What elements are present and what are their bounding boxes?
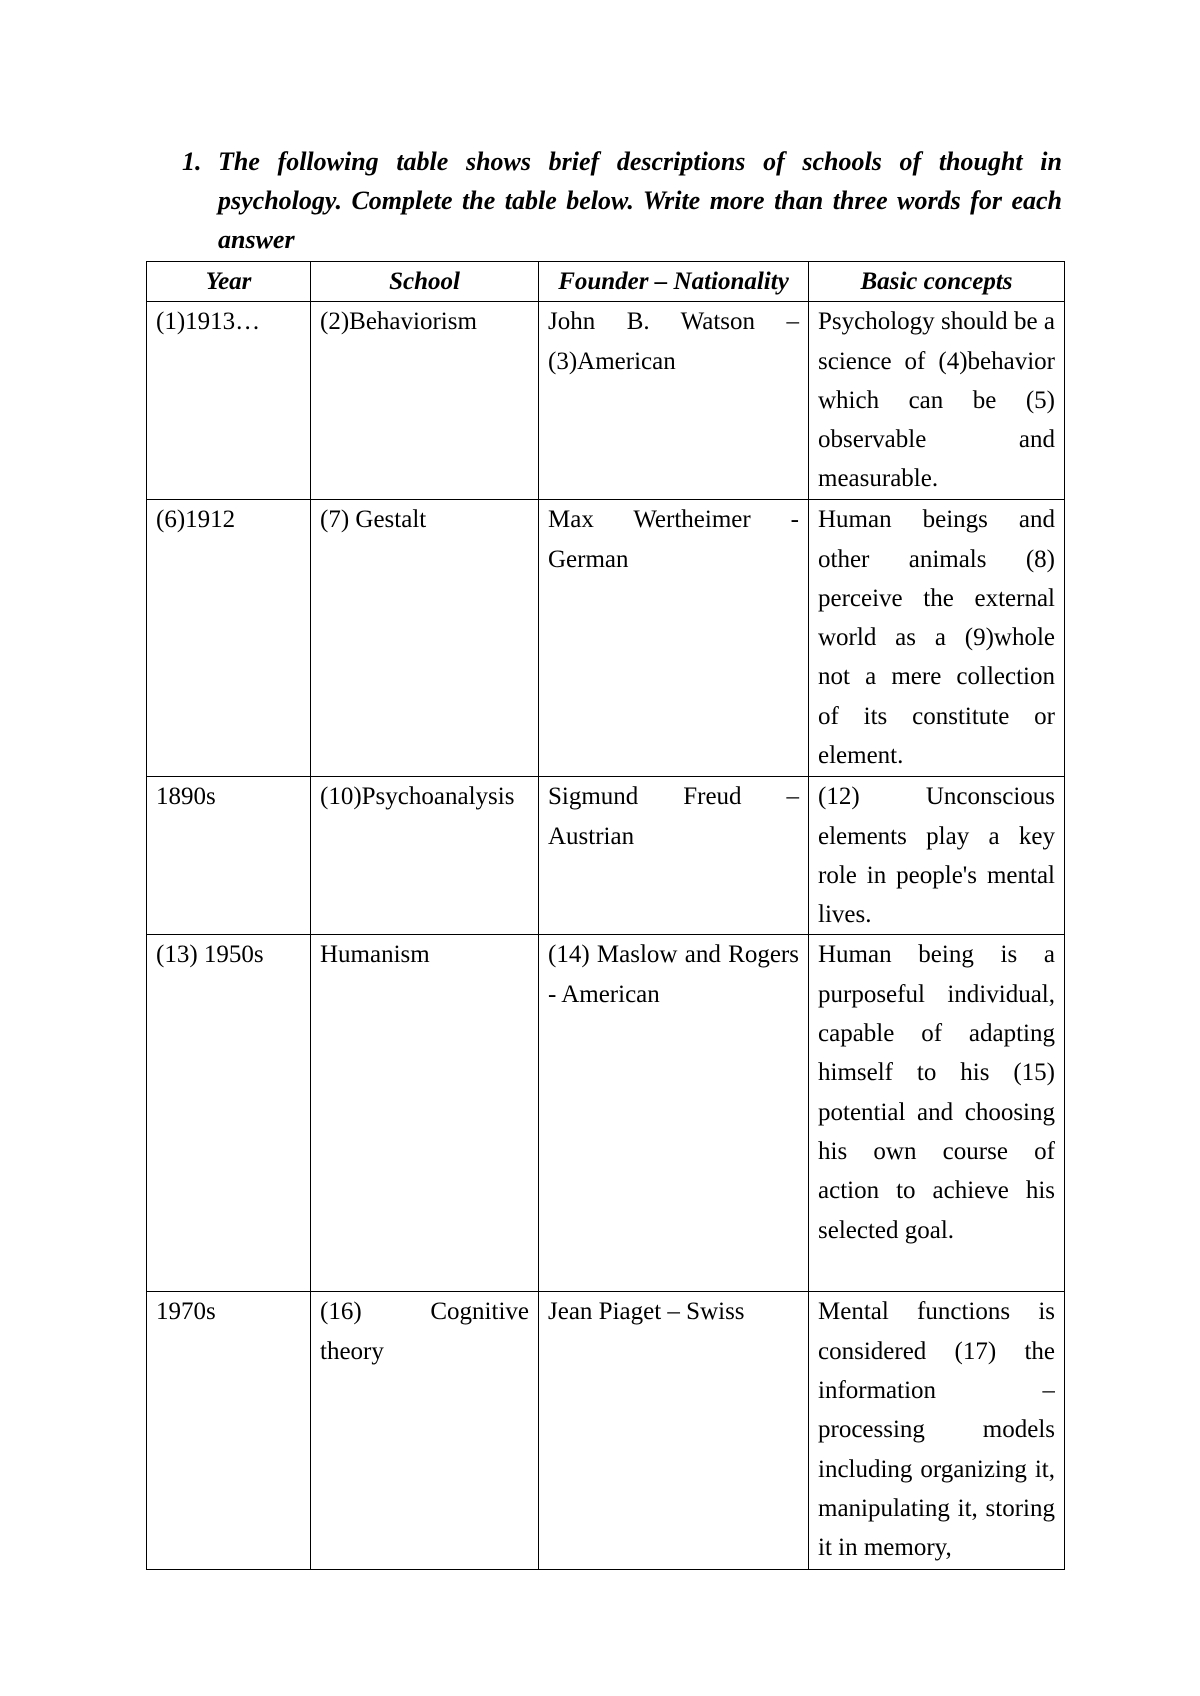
- year-cell: (13) 1950s: [147, 935, 311, 1292]
- question-number: 1.: [182, 147, 202, 176]
- concepts-text: Mental functions is considered (17) the information – processing models including organizing it, manipulating it, storing it in memory,: [818, 1298, 1055, 1562]
- year-cell: 1970s: [147, 1292, 311, 1570]
- year-cell: (6)1912: [147, 500, 311, 777]
- school-cell: (16) Cognitive theory: [311, 1292, 539, 1570]
- founder-cell: Sigmund Freud – Austrian: [539, 777, 809, 935]
- table-row: [147, 935, 1065, 1292]
- header-concepts: Basic concepts: [809, 262, 1065, 302]
- founder-cell: Max Wertheimer - German: [539, 500, 809, 777]
- concepts-cell: (12) Unconscious elements play a key role in people's mental lives.: [809, 777, 1065, 935]
- concepts-cell: Human being is a purposeful individual, capable of adapting himself to his (15) potential and choosing his own course of action to achieve his selected goal.: [809, 935, 1065, 1292]
- header-school: School: [311, 262, 539, 302]
- header-founder: Founder – Nationality: [539, 262, 809, 302]
- concepts-cell: [809, 1292, 1065, 1570]
- school-cell: Humanism: [311, 935, 539, 1292]
- header-year: Year: [147, 262, 311, 302]
- year-cell: 1890s: [147, 777, 311, 935]
- concepts-cell: Human beings and other animals (8) perceive the external world as a (9)whole not a mere collection of its constitute or element.: [809, 500, 1065, 777]
- table-row: [147, 302, 1065, 500]
- table-row: [147, 1292, 1065, 1570]
- founder-cell: John B. Watson – (3)American: [539, 302, 809, 500]
- school-cell: (10)Psychoanalysis: [311, 777, 539, 935]
- school-cell: (7) Gestalt: [311, 500, 539, 777]
- table-header-row: [147, 262, 1065, 302]
- concepts-cell: Psychology should be a science of (4)behavior which can be (5) observable and measurable.: [809, 302, 1065, 500]
- year-cell: (1)1913…: [147, 302, 311, 500]
- table-row: [147, 777, 1065, 935]
- question-text: The following table shows brief descriptions of schools of thought in psychology. Complete the table below. Write more than three words for each answer: [218, 147, 1062, 254]
- schools-table: [146, 261, 1065, 1570]
- founder-cell: Jean Piaget – Swiss: [539, 1292, 809, 1570]
- table-row: [147, 500, 1065, 777]
- founder-cell: (14) Maslow and Rogers - American: [539, 935, 809, 1292]
- question-instruction: [182, 142, 1062, 259]
- school-cell: (2)Behaviorism: [311, 302, 539, 500]
